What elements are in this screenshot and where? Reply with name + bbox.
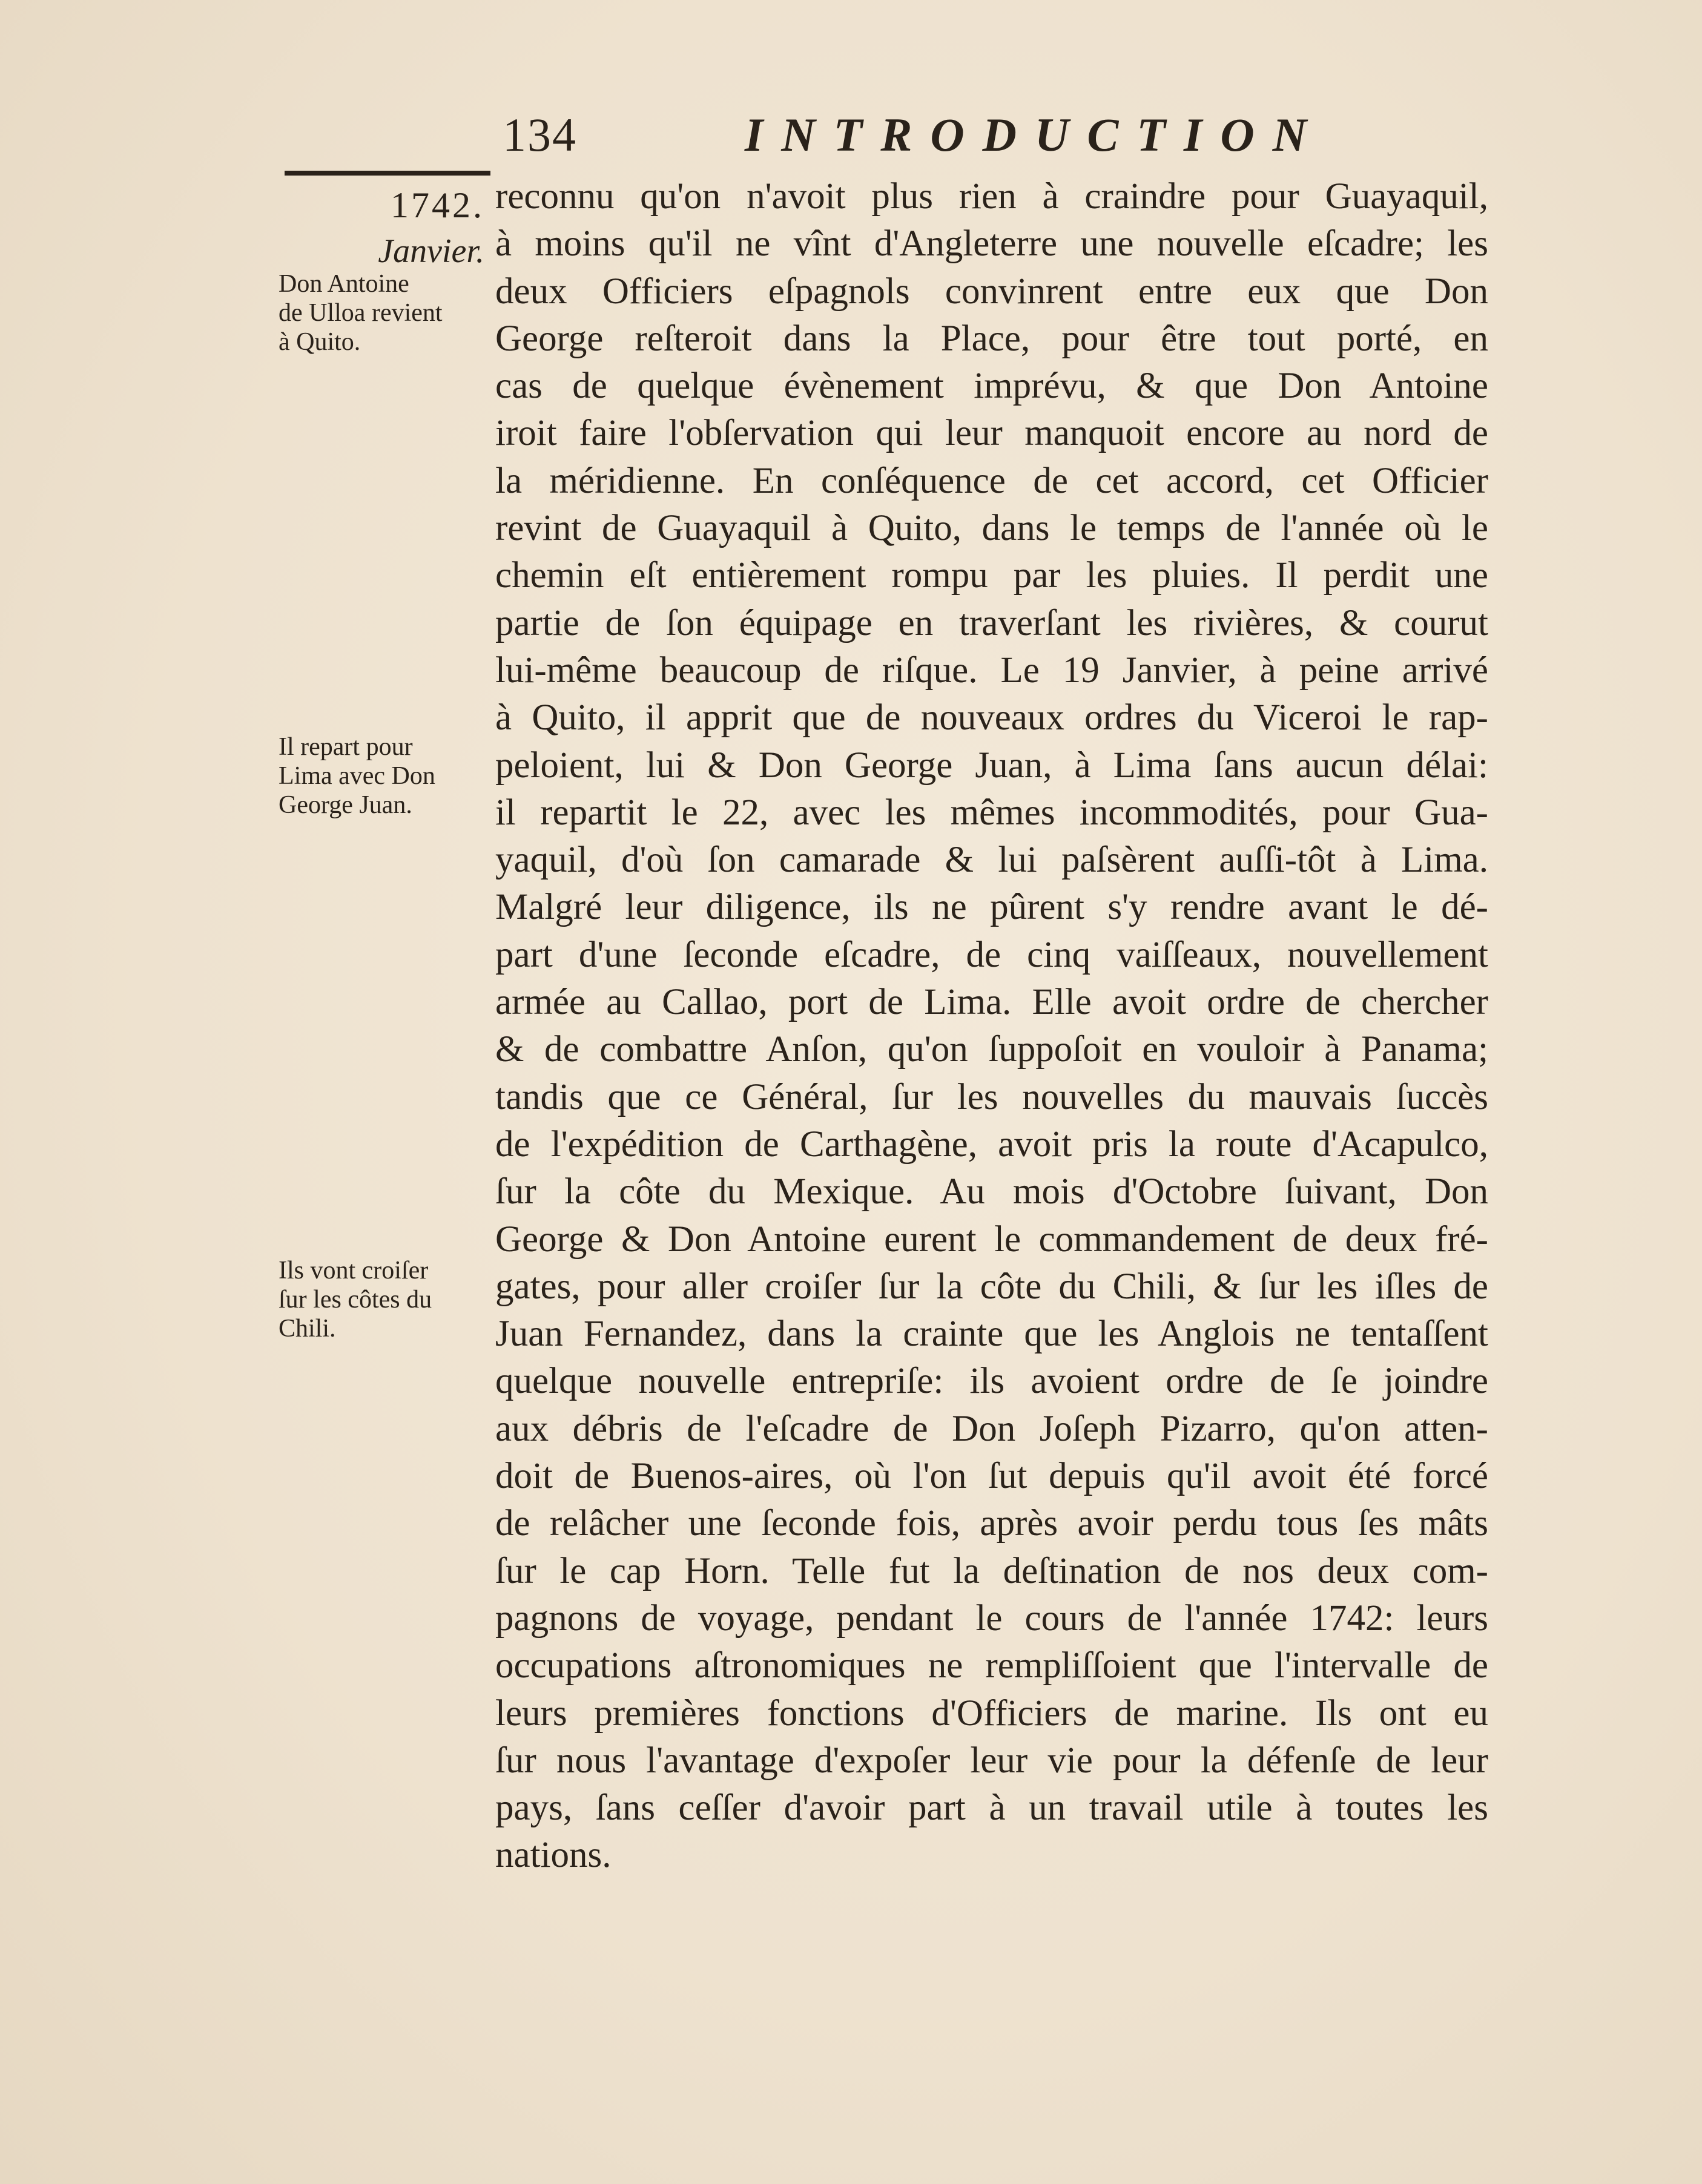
text-line: part d'une ſeconde eſcadre, de cinq vaiſſeaux, nouvellement <box>495 934 1488 975</box>
text-line: pagnons de voyage, pendant le cours de l'année 1742: leurs <box>495 1597 1488 1639</box>
margin-note-line: de Ulloa revient <box>279 299 443 327</box>
text-line: George & Don Antoine eurent le commandement de deux fré- <box>495 1219 1488 1260</box>
page-header <box>503 102 1483 168</box>
text-line: cas de quelque évènement imprévu, & que Don Antoine <box>495 366 1488 407</box>
text-line: peloient, lui & Don George Juan, à Lima ſans aucun délai: <box>495 745 1488 786</box>
text-line: il repartit le 22, avec les mêmes incommodités, pour Gua- <box>495 792 1488 833</box>
text-line: quelque nouvelle entrepriſe: ils avoient ordre de ſe joindre <box>495 1361 1488 1402</box>
text-line: chemin eſt entièrement rompu par les pluies. Il perdit une <box>495 555 1488 596</box>
margin-note-line: George Juan. <box>279 791 412 819</box>
margin-note-line: Don Antoine <box>279 270 409 298</box>
margin-rule <box>285 171 490 176</box>
text-line: yaquil, d'où ſon camarade & lui paſsèrent auſſi-tôt à Lima. <box>495 840 1488 881</box>
text-line: & de combattre Anſon, qu'on ſuppoſoit en vouloir à Panama; <box>495 1029 1488 1070</box>
text-line: pays, ſans ceſſer d'avoir part à un travail utile à toutes les <box>495 1788 1488 1829</box>
text-line: partie de ſon équipage en traverſant les rivières, & courut <box>495 602 1488 643</box>
text-line: iroit faire l'obſervation qui leur manquoit encore au nord de <box>495 413 1488 454</box>
text-line: Malgré leur diligence, ils ne pûrent s'y rendre avant le dé- <box>495 887 1488 928</box>
margin-note-line: Ils vont croiſer <box>279 1257 429 1284</box>
text-line: la méridienne. En conſéquence de cet accord, cet Officier <box>495 460 1488 501</box>
text-line: de relâcher une ſeconde fois, après avoir perdu tous ſes mâts <box>495 1503 1488 1544</box>
text-line: Juan Fernandez, dans la crainte que les Anglois ne tentaſſent <box>495 1314 1488 1355</box>
text-line: ſur le cap Horn. Telle fut la deſtination de nos deux com- <box>495 1550 1488 1591</box>
margin-year: 1742. <box>391 185 484 225</box>
text-line: revint de Guayaquil à Quito, dans le temps de l'année où le <box>495 508 1488 549</box>
text-line: doit de Buenos-aires, où l'on ſut depuis qu'il avoit été forcé <box>495 1456 1488 1497</box>
margin-note-ulloa-returns <box>279 269 484 357</box>
text-line: lui-même beaucoup de riſque. Le 19 Janvier, à peine arrivé <box>495 650 1488 691</box>
text-line: ſur nous l'avantage d'expoſer leur vie pour la défenſe de leur <box>495 1740 1488 1781</box>
margin-note-line: à Quito. <box>279 328 361 356</box>
text-line: à Quito, il apprit que de nouveaux ordres du Viceroi le rap- <box>495 697 1488 738</box>
margin-note-line: Chili. <box>279 1315 336 1343</box>
margin-note-line: Lima avec Don <box>279 762 435 790</box>
text-line: à moins qu'il ne vînt d'Angleterre une nouvelle eſcadre; les <box>495 223 1488 265</box>
margin-note-cruise-chile <box>279 1256 484 1343</box>
text-line: George reſteroit dans la Place, pour être tout porté, en <box>495 318 1488 359</box>
page-number: 134 <box>503 108 577 161</box>
text-line: deux Officiers eſpagnols convinrent entre eux que Don <box>495 271 1488 312</box>
text-line: ſur la côte du Mexique. Au mois d'Octobre ſuivant, Don <box>495 1171 1488 1212</box>
margin-note-line: Il repart pour <box>279 733 413 761</box>
running-head: INTRODUCTION <box>745 108 1325 161</box>
margin-month: Janvier. <box>378 232 484 270</box>
margin-note-departs-lima <box>279 732 484 820</box>
body-text <box>495 173 1488 1880</box>
text-line: leurs premières fonctions d'Officiers de marine. Ils ont eu <box>495 1692 1488 1734</box>
text-line: de l'expédition de Carthagène, avoit pris la route d'Acapulco, <box>495 1123 1488 1165</box>
margin-note-line: ſur les côtes du <box>279 1286 432 1314</box>
text-line: aux débris de l'eſcadre de Don Joſeph Pizarro, qu'on atten- <box>495 1408 1488 1449</box>
text-line: reconnu qu'on n'avoit plus rien à craindre pour Guayaquil, <box>495 176 1488 217</box>
text-line: occupations aſtronomiques ne rempliſſoient que l'intervalle de <box>495 1645 1488 1686</box>
text-line: nations. <box>495 1835 612 1876</box>
text-line: gates, pour aller croiſer ſur la côte du Chili, & ſur les iſles de <box>495 1266 1488 1307</box>
text-line: tandis que ce Général, ſur les nouvelles du mauvais ſuccès <box>495 1076 1488 1117</box>
text-line: armée au Callao, port de Lima. Elle avoit ordre de chercher <box>495 982 1488 1023</box>
